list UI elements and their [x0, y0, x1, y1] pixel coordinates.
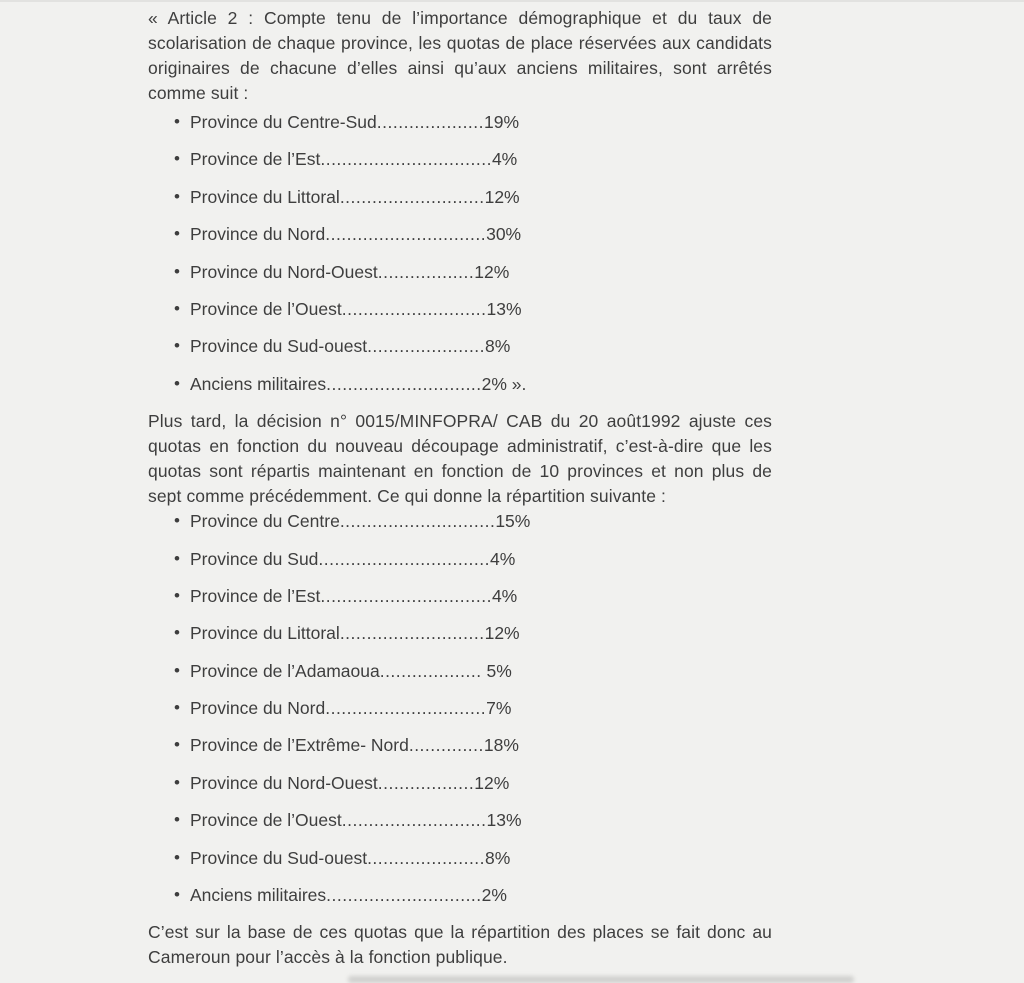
dot-leader: ...........................	[339, 186, 485, 207]
list-item	[148, 883, 772, 908]
province-label: Province de l’Adamaoua	[190, 660, 380, 681]
quota-value: 18%	[483, 735, 519, 756]
dot-leader: ...........................	[339, 623, 485, 644]
dot-leader: ..............................	[325, 698, 487, 719]
quota-value: 4%	[491, 149, 518, 170]
province-label: Province du Nord-Ouest	[190, 772, 378, 793]
bullet-icon: •	[174, 186, 180, 206]
list-item	[148, 222, 772, 247]
quota-value: 12%	[474, 261, 510, 282]
list-item	[148, 260, 772, 285]
province-label: Province du Nord	[190, 224, 326, 245]
province-label: Province de l’Est	[190, 149, 321, 170]
document-page	[148, 6, 772, 970]
dot-leader: .............................	[326, 885, 482, 906]
quota-list-seven-provinces	[148, 110, 772, 397]
province-label: Province de l’Extrême- Nord	[190, 735, 409, 756]
list-item	[148, 584, 772, 609]
quota-value: 13%	[486, 298, 522, 319]
bullet-icon: •	[174, 585, 180, 605]
dot-leader: ..................	[377, 261, 475, 282]
bullet-icon: •	[174, 885, 180, 905]
bullet-icon: •	[174, 373, 180, 393]
list-item	[148, 846, 772, 871]
list-item	[148, 297, 772, 322]
bullet-icon: •	[174, 698, 180, 718]
quota-value: 12%	[484, 623, 520, 644]
dot-leader: ................................	[320, 149, 492, 170]
list-item	[148, 509, 772, 534]
quota-value: 7%	[486, 698, 512, 719]
bullet-icon: •	[174, 298, 180, 318]
bullet-icon: •	[174, 623, 180, 643]
province-label: Province de l’Ouest	[190, 810, 342, 831]
list-item	[148, 771, 772, 796]
quota-value: 15%	[495, 511, 531, 532]
article-2-paragraph: « Article 2 : Compte tenu de l’importance démographique et du taux de scolarisation de chaque province, les quotas de place réservées aux candidats originaires de chacune d’elles ainsi qu’aux anciens militaires, sont arrêtés comme suit :	[148, 8, 772, 103]
dot-leader: ................................	[318, 548, 491, 569]
list-item	[148, 372, 772, 397]
province-label: Province du Sud	[190, 548, 319, 569]
quota-value: 30%	[486, 224, 522, 245]
list-item	[148, 659, 772, 684]
province-label: Province du Centre-Sud	[190, 112, 377, 132]
dot-leader: ..............	[408, 735, 484, 756]
province-label: Anciens militaires	[190, 885, 327, 906]
bullet-icon: •	[174, 112, 180, 131]
bullet-icon: •	[174, 772, 180, 792]
dot-leader: ...........................	[341, 298, 487, 319]
dot-leader: ...........................	[341, 810, 487, 831]
bullet-icon: •	[174, 149, 180, 169]
quota-value: 8%	[485, 847, 511, 868]
quota-value: 8%	[485, 336, 511, 357]
quota-list-ten-provinces	[148, 509, 772, 908]
dot-leader: ..................	[377, 772, 475, 793]
conclusion-paragraph: C’est sur la base de ces quotas que la répartition des places se fait donc au Cameroun pour l’accès à la fonction publique.	[148, 922, 772, 968]
bullet-icon: •	[174, 548, 180, 568]
bullet-icon: •	[174, 336, 180, 356]
list-item	[148, 621, 772, 646]
province-label: Province du Sud-ouest	[190, 336, 368, 357]
quota-value: 2%	[481, 885, 507, 906]
province-label: Province du Nord-Ouest	[190, 261, 378, 282]
list-item	[148, 696, 772, 721]
list-item	[148, 547, 772, 572]
list-item	[148, 808, 772, 833]
list-item	[148, 733, 772, 758]
quota-value: 12%	[484, 186, 520, 207]
dot-leader: .............................	[326, 373, 482, 394]
list-item	[148, 110, 772, 135]
list-item	[148, 185, 772, 210]
dot-leader: ....................	[376, 112, 485, 132]
list-item	[148, 334, 772, 359]
province-label: Province du Littoral	[190, 186, 340, 207]
bullet-icon: •	[174, 261, 180, 281]
province-label: Province du Nord	[190, 698, 326, 719]
bullet-icon: •	[174, 847, 180, 867]
province-label: Province du Sud-ouest	[190, 847, 368, 868]
bullet-icon: •	[174, 224, 180, 244]
quota-value: 4%	[491, 585, 518, 606]
bullet-icon: •	[174, 511, 180, 531]
dot-leader: ................................	[320, 585, 492, 606]
quota-value: 12%	[474, 772, 510, 793]
bullet-icon: •	[174, 735, 180, 755]
bullet-icon: •	[174, 810, 180, 830]
quota-value: 5%	[481, 660, 512, 681]
province-label: Province de l’Ouest	[190, 298, 342, 319]
dot-leader: ...................	[379, 660, 482, 681]
province-label: Province du Centre	[190, 511, 340, 532]
bullet-icon: •	[174, 660, 180, 680]
dot-leader: ......................	[367, 336, 486, 357]
quota-value: 4%	[490, 548, 516, 569]
province-label: Province du Littoral	[190, 623, 340, 644]
province-label: Province de l’Est	[190, 585, 321, 606]
dot-leader: ..............................	[325, 224, 487, 245]
quota-value: 13%	[486, 810, 522, 831]
decision-paragraph: Plus tard, la décision n° 0015/MINFOPRA/ CAB du 20 août1992 ajuste ces quotas en fonction du nouveau découpage administratif, c’est-à-dire que les quotas sont répartis maintenant en fonction de 10 provinces et non plus de sept comme précédemment. Ce qui donne la répartition suivante :	[148, 411, 772, 507]
dot-leader: .............................	[339, 511, 496, 532]
province-label: Anciens militaires	[190, 373, 327, 394]
dot-leader: ......................	[367, 847, 486, 868]
list-item	[148, 147, 772, 172]
quota-value: 2% ».	[481, 373, 527, 394]
quota-value: 19%	[484, 112, 520, 132]
cutoff-text-smear	[348, 976, 854, 983]
